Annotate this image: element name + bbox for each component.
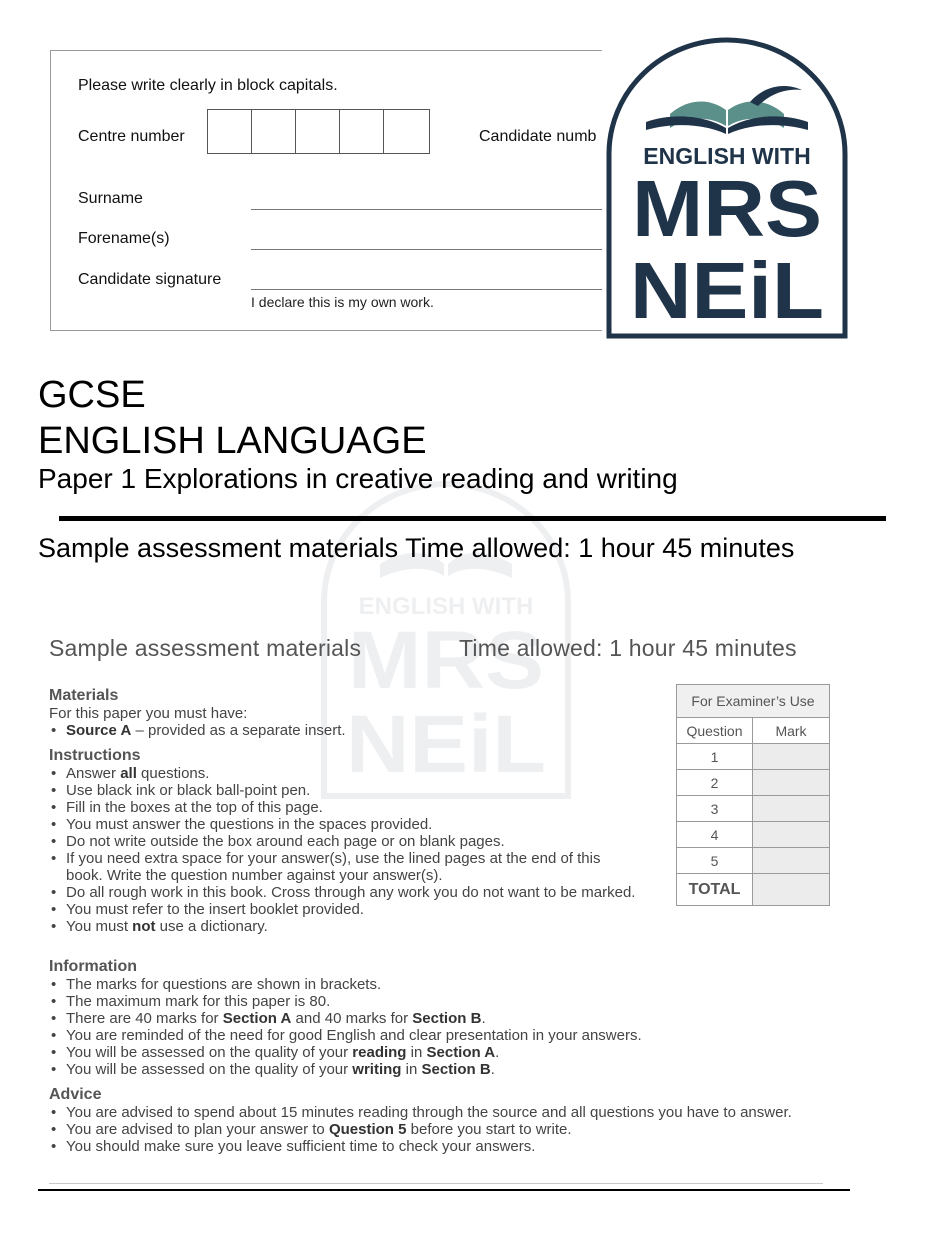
advice-section bbox=[49, 1086, 809, 1155]
watermark-text-line2: MRS bbox=[348, 615, 544, 706]
mark-cell bbox=[753, 770, 830, 796]
centre-number-digit-box[interactable] bbox=[384, 110, 429, 153]
list-item: • You must answer the questions in the spaces provided. bbox=[49, 816, 639, 833]
examiners-use-title: For Examiner’s Use bbox=[677, 685, 830, 718]
time-allowed-label: Time allowed: 1 hour 45 minutes bbox=[459, 635, 797, 661]
list-item: • You are advised to plan your answer to Question 5 before you start to write. bbox=[49, 1121, 809, 1138]
logo-text-line1: ENGLISH WITH bbox=[643, 143, 811, 169]
total-label: TOTAL bbox=[677, 874, 753, 906]
information-heading: Information bbox=[49, 958, 137, 975]
surname-label: Surname bbox=[78, 190, 143, 207]
footer-thin-rule bbox=[49, 1183, 823, 1184]
mark-cell bbox=[753, 822, 830, 848]
subject-title: ENGLISH LANGUAGE bbox=[38, 420, 427, 462]
forename-label: Forename(s) bbox=[78, 230, 170, 247]
sample-assessment-label: Sample assessment materials bbox=[49, 635, 362, 661]
list-item: • The marks for questions are shown in brackets. bbox=[49, 976, 769, 993]
examiners-use-table bbox=[676, 684, 830, 906]
question-number: 2 bbox=[677, 770, 753, 796]
list-item: • You are reminded of the need for good English and clear presentation in your answers. bbox=[49, 1027, 769, 1044]
information-section bbox=[49, 958, 769, 1078]
centre-number-digit-box[interactable] bbox=[252, 110, 296, 153]
list-item: • You must not use a dictionary. bbox=[49, 918, 639, 935]
list-item: • You will be assessed on the quality of your reading in Section A. bbox=[49, 1044, 769, 1061]
paper-title: Paper 1 Explorations in creative reading and writing bbox=[38, 463, 678, 494]
materials-section bbox=[49, 687, 649, 739]
footer-rule bbox=[38, 1189, 850, 1191]
list-item: • There are 40 marks for Section A and 40 marks for Section B. bbox=[49, 1010, 769, 1027]
question-number: 1 bbox=[677, 744, 753, 770]
materials-heading: Materials bbox=[49, 687, 119, 704]
list-item: • You will be assessed on the quality of your writing in Section B. bbox=[49, 1061, 769, 1078]
declaration-text: I declare this is my own work. bbox=[251, 294, 434, 310]
logo-text-line3: NEiL bbox=[630, 246, 824, 335]
list-item: • Fill in the boxes at the top of this page. bbox=[49, 799, 639, 816]
forename-field[interactable] bbox=[251, 249, 602, 250]
mark-cell bbox=[753, 796, 830, 822]
sample-time-line: Sample assessment materials Time allowed: 1 hour 45 minutes bbox=[38, 533, 795, 563]
instructions-section bbox=[49, 747, 639, 935]
total-mark-cell bbox=[753, 874, 830, 906]
question-column-header: Question bbox=[677, 718, 753, 744]
advice-heading: Advice bbox=[49, 1086, 102, 1103]
centre-number-boxes[interactable] bbox=[207, 109, 430, 154]
centre-number-digit-box[interactable] bbox=[208, 110, 252, 153]
instructions-heading: Instructions bbox=[49, 747, 141, 764]
question-number: 3 bbox=[677, 796, 753, 822]
logo-text-line2: MRS bbox=[632, 164, 822, 253]
mark-column-header: Mark bbox=[753, 718, 830, 744]
list-item: • Source A – provided as a separate insert. bbox=[49, 722, 649, 739]
mark-cell bbox=[753, 848, 830, 874]
question-number: 5 bbox=[677, 848, 753, 874]
surname-field[interactable] bbox=[251, 209, 602, 210]
candidate-number-label: Candidate numb bbox=[479, 128, 597, 145]
materials-intro: For this paper you must have: bbox=[49, 705, 248, 722]
centre-number-digit-box[interactable] bbox=[296, 110, 340, 153]
signature-field[interactable] bbox=[251, 289, 602, 290]
list-item: • You should make sure you leave sufficient time to check your answers. bbox=[49, 1138, 809, 1155]
question-number: 4 bbox=[677, 822, 753, 848]
list-item: • Use black ink or black ball-point pen. bbox=[49, 782, 639, 799]
list-item: • If you need extra space for your answer(s), use the lined pages at the end of this book. Write the question number against your answer(s). bbox=[49, 850, 639, 884]
watermark-text-line1: ENGLISH WITH bbox=[358, 593, 534, 620]
watermark-text-line3: NEiL bbox=[346, 699, 546, 790]
block-capitals-instruction: Please write clearly in block capitals. bbox=[78, 77, 338, 94]
list-item: • Do not write outside the box around each page or on blank pages. bbox=[49, 833, 639, 850]
centre-number-label: Centre number bbox=[78, 128, 185, 145]
signature-label: Candidate signature bbox=[78, 271, 222, 288]
list-item: • The maximum mark for this paper is 80. bbox=[49, 993, 769, 1010]
list-item: • You are advised to spend about 15 minutes reading through the source and all questions you have to answer. bbox=[49, 1104, 809, 1121]
centre-number-digit-box[interactable] bbox=[340, 110, 384, 153]
qualification-title: GCSE bbox=[38, 374, 146, 416]
list-item: • Answer all questions. bbox=[49, 765, 639, 782]
list-item: • Do all rough work in this book. Cross through any work you do not want to be marked. bbox=[49, 884, 639, 901]
mark-cell bbox=[753, 744, 830, 770]
title-divider bbox=[59, 516, 886, 521]
english-with-mrs-neil-logo bbox=[606, 36, 849, 339]
list-item: • You must refer to the insert booklet provided. bbox=[49, 901, 639, 918]
